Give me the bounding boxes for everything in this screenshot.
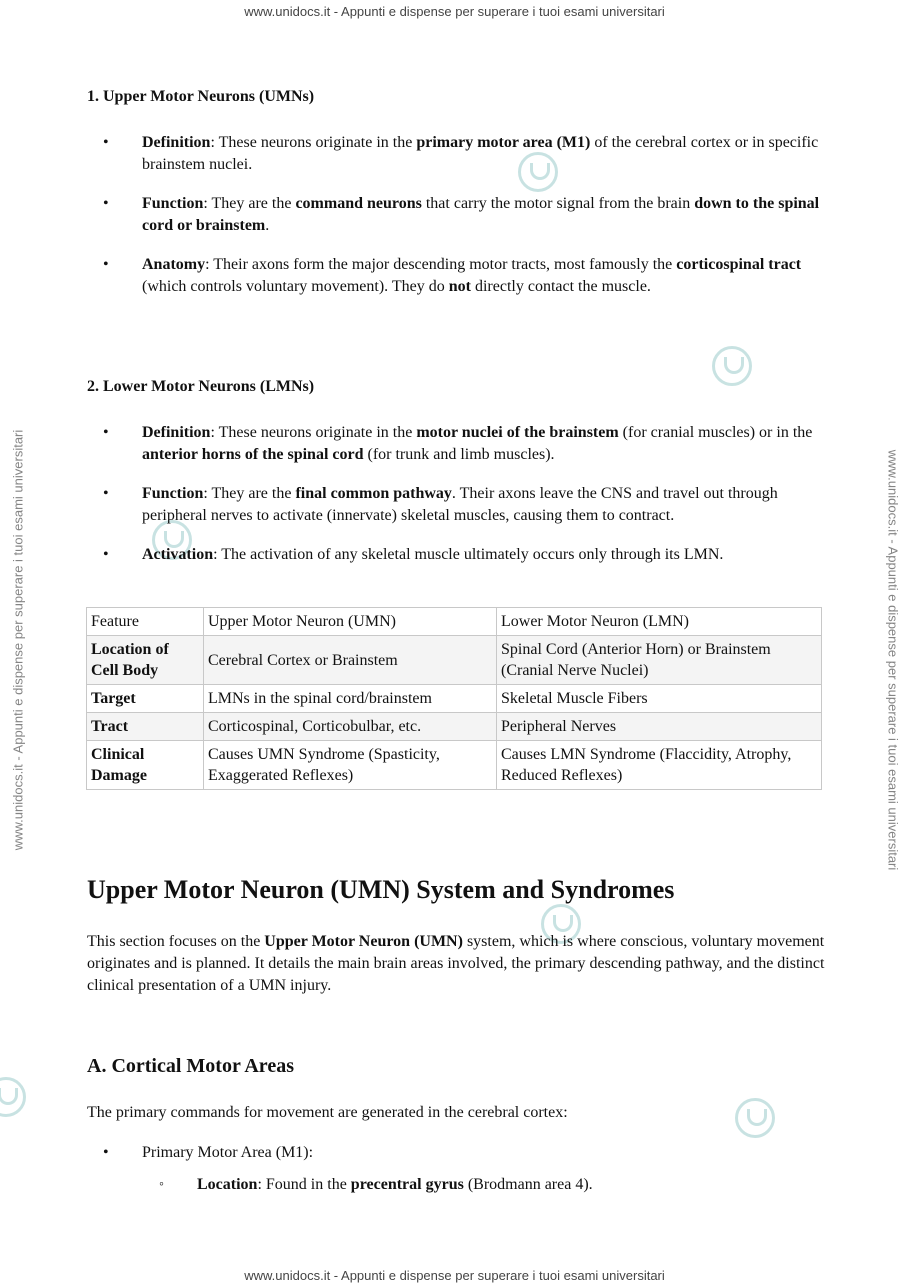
table-row-label: Clinical Damage (87, 741, 204, 790)
cortical-list (87, 1142, 827, 1196)
table-cell: Cerebral Cortex or Brainstem (204, 636, 497, 685)
table-row (87, 713, 822, 741)
umn-list (87, 132, 827, 298)
watermark-side-right: www.unidocs.it - Appunti e dispense per superare i tuoi esami universitari (885, 449, 901, 871)
table-cell: Causes UMN Syndrome (Spasticity, Exaggerated Reflexes) (204, 741, 497, 790)
table-row-label: Tract (87, 713, 204, 741)
lmn-heading: 2. Lower Motor Neurons (LMNs) (87, 378, 315, 395)
lmn-function: • Function: They are the final common pathway. Their axons leave the CNS and travel out through peripheral nerves to activate (innervate) skeletal muscles, causing them to contract. (87, 483, 827, 527)
lmn-activation: • Activation: The activation of any skeletal muscle ultimately occurs only through its LMN. (87, 544, 827, 566)
lmn-definition: • Definition: These neurons originate in the motor nuclei of the brainstem (for cranial muscles) or in the anterior horns of the spinal cord (for trunk and limb muscles). (87, 422, 827, 466)
umn-definition: • Definition: These neurons originate in the primary motor area (M1) of the cerebral cortex or in specific brainstem nuclei. (87, 132, 827, 176)
section-title: Upper Motor Neuron (UMN) System and Syndromes (87, 875, 675, 904)
table-cell: Peripheral Nerves (497, 713, 822, 741)
umn-anatomy: • Anatomy: Their axons form the major descending motor tracts, most famously the corticospinal tract (which controls voluntary movement). They do not directly contact the muscle. (87, 254, 827, 298)
list-item-location: ◦ Location: Found in the precentral gyrus (Brodmann area 4). (87, 1174, 827, 1196)
umn-function: • Function: They are the command neurons that carry the motor signal from the brain down to the spinal cord or brainstem. (87, 193, 827, 237)
list-item-m1: • Primary Motor Area (M1): (87, 1142, 827, 1164)
table-cell: Corticospinal, Corticobulbar, etc. (204, 713, 497, 741)
watermark-footer: www.unidocs.it - Appunti e dispense per superare i tuoi esami universitari (244, 1268, 665, 1283)
table-cell: Causes LMN Syndrome (Flaccidity, Atrophy, Reduced Reflexes) (497, 741, 822, 790)
umn-section (87, 86, 827, 298)
umn-heading: 1. Upper Motor Neurons (UMNs) (87, 88, 315, 105)
table-header-cell: Upper Motor Neuron (UMN) (204, 608, 497, 636)
comparison-table (86, 607, 822, 790)
table-cell: Skeletal Muscle Fibers (497, 685, 822, 713)
cortical-areas-title: A. Cortical Motor Areas (87, 1055, 294, 1077)
watermark-header: www.unidocs.it - Appunti e dispense per superare i tuoi esami universitari (244, 4, 665, 19)
section-intro: This section focuses on the Upper Motor Neuron (UMN) system, which is where conscious, voluntary movement originates and is planned. It details the main brain areas involved, the primary descending pathway, and the distinct clinical presentation of a UMN injury. (87, 933, 825, 994)
lmn-section (87, 376, 827, 566)
table-header-cell: Feature (87, 608, 204, 636)
lmn-list (87, 422, 827, 566)
unidocs-logo-icon (0, 1077, 26, 1117)
table-row-label: Location of Cell Body (87, 636, 204, 685)
table-row (87, 741, 822, 790)
table-cell: LMNs in the spinal cord/brainstem (204, 685, 497, 713)
table-header-cell: Lower Motor Neuron (LMN) (497, 608, 822, 636)
table-row (87, 636, 822, 685)
table-row (87, 685, 822, 713)
cortical-intro: The primary commands for movement are generated in the cerebral cortex: (87, 1104, 568, 1121)
table-cell: Spinal Cord (Anterior Horn) or Brainstem (Cranial Nerve Nuclei) (497, 636, 822, 685)
watermark-side-left: www.unidocs.it - Appunti e dispense per superare i tuoi esami universitari (10, 429, 26, 851)
table-header-row (87, 608, 822, 636)
table-row-label: Target (87, 685, 204, 713)
